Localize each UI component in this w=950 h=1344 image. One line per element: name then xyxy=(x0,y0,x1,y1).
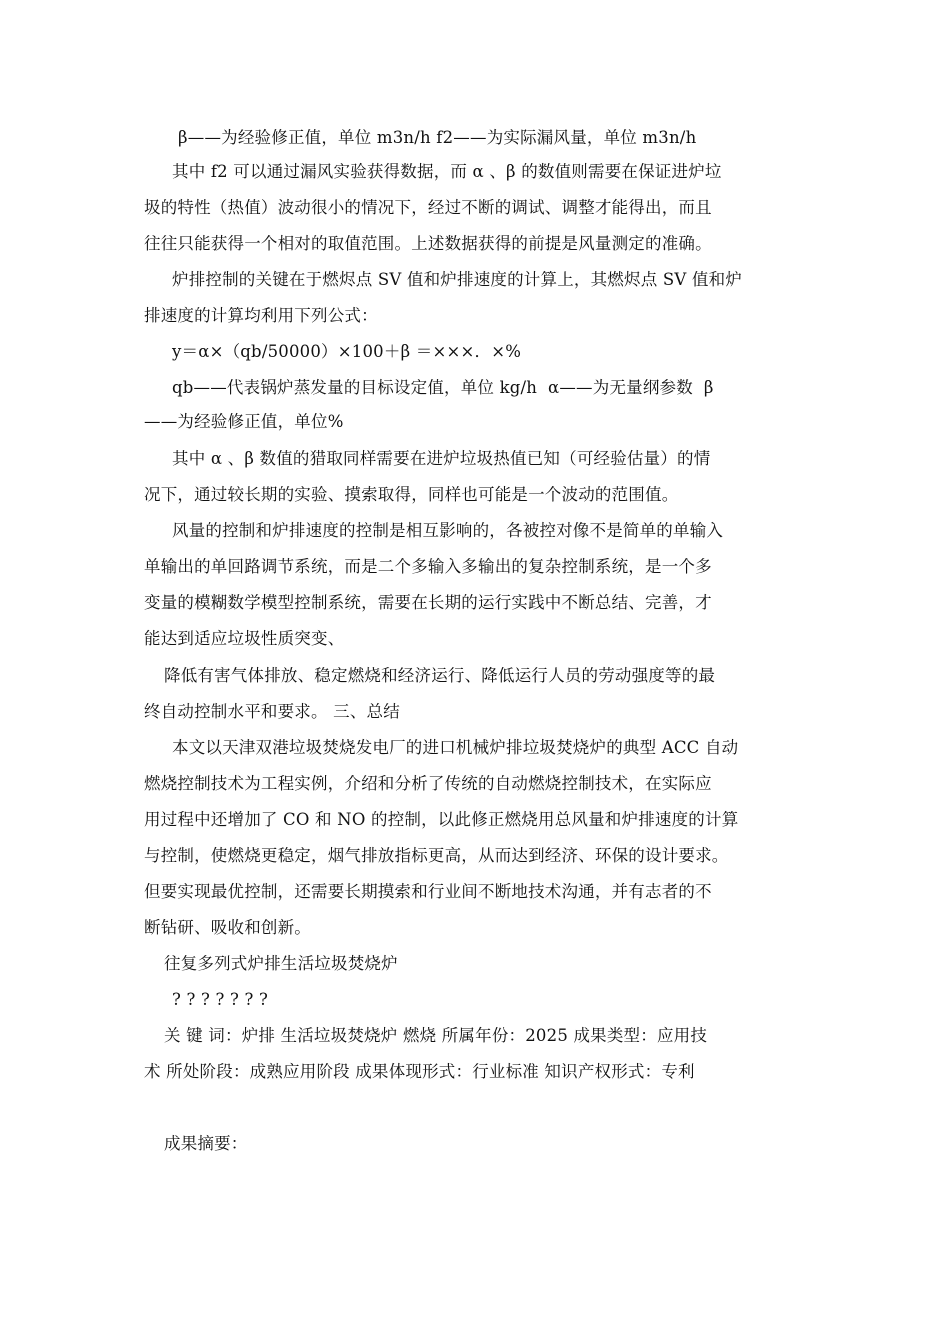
text-line-23: 断钻研、吸收和创新。 xyxy=(144,918,311,937)
text-line-4: 往往只能获得一个相对的取值范围。上述数据获得的前提是风量测定的准确。 xyxy=(144,234,712,253)
formula-line: y＝α×（qb/50000）×100＋β ＝×××．×% xyxy=(172,342,522,361)
text-line-8: qb——代表锅炉蒸发量的目标设定值，单位 kg/h α——为无量纲参数 β xyxy=(172,378,714,397)
text-line-1: β——为经验修正值，单位 m3n/h f2——为实际漏风量，单位 m3n/h xyxy=(178,128,697,147)
placeholder-marks: ? ? ? ? ? ? ? xyxy=(172,990,268,1009)
text-line-21: 与控制，使燃烧更稳定，烟气排放指标更高，从而达到经济、环保的设计要求。 xyxy=(144,846,729,865)
text-line-10: 其中 α 、β 数值的猎取同样需要在进炉垃圾热值已知（可经验估量）的情 xyxy=(172,449,711,468)
section-title: 往复多列式炉排生活垃圾焚烧炉 xyxy=(164,954,398,973)
text-line-2: 其中 f2 可以通过漏风实验获得数据，而 α 、β 的数值则需要在保证进炉垃 xyxy=(172,162,722,181)
text-line-14: 变量的模糊数学模型控制系统，需要在长期的运行实践中不断总结、完善，才 xyxy=(144,593,712,612)
text-line-5: 炉排控制的关键在于燃烬点 SV 值和炉排速度的计算上，其燃烬点 SV 值和炉 xyxy=(172,270,743,289)
keywords-line-2: 术 所处阶段：成熟应用阶段 成果体现形式：行业标准 知识产权形式：专利 xyxy=(144,1062,695,1081)
text-line-20: 用过程中还增加了 CO 和 NO 的控制，以此修正燃烧用总风量和炉排速度的计算 xyxy=(144,810,739,829)
text-line-16: 降低有害气体排放、稳定燃烧和经济运行、降低运行人员的劳动强度等的最 xyxy=(164,666,716,685)
text-line-22: 但要实现最优控制，还需要长期摸索和行业间不断地技术沟通，并有志者的不 xyxy=(144,882,712,901)
abstract-heading: 成果摘要： xyxy=(164,1134,248,1153)
text-line-3: 圾的特性（热值）波动很小的情况下，经过不断的调试、调整才能得出，而且 xyxy=(144,198,712,217)
text-line-11: 况下，通过较长期的实验、摸索取得，同样也可能是一个波动的范围值。 xyxy=(144,485,679,504)
text-line-15: 能达到适应垃圾性质突变、 xyxy=(144,629,345,648)
text-line-12: 风量的控制和炉排速度的控制是相互影响的，各被控对像不是简单的单输入 xyxy=(172,521,724,540)
text-line-6: 排速度的计算均利用下列公式： xyxy=(144,306,378,325)
text-line-13: 单输出的单回路调节系统，而是二个多输入多输出的复杂控制系统，是一个多 xyxy=(144,557,712,576)
keywords-line-1: 关 键 词：炉排 生活垃圾焚烧炉 燃烧 所属年份：2025 成果类型：应用技 xyxy=(164,1026,708,1045)
text-line-17: 终自动控制水平和要求。 三、总结 xyxy=(144,702,400,721)
text-line-18: 本文以天津双港垃圾焚烧发电厂的进口机械炉排垃圾焚烧炉的典型 ACC 自动 xyxy=(172,738,739,757)
text-line-19: 燃烧控制技术为工程实例，介绍和分析了传统的自动燃烧控制技术，在实际应 xyxy=(144,774,712,793)
text-line-9: ——为经验修正值，单位% xyxy=(144,412,344,431)
